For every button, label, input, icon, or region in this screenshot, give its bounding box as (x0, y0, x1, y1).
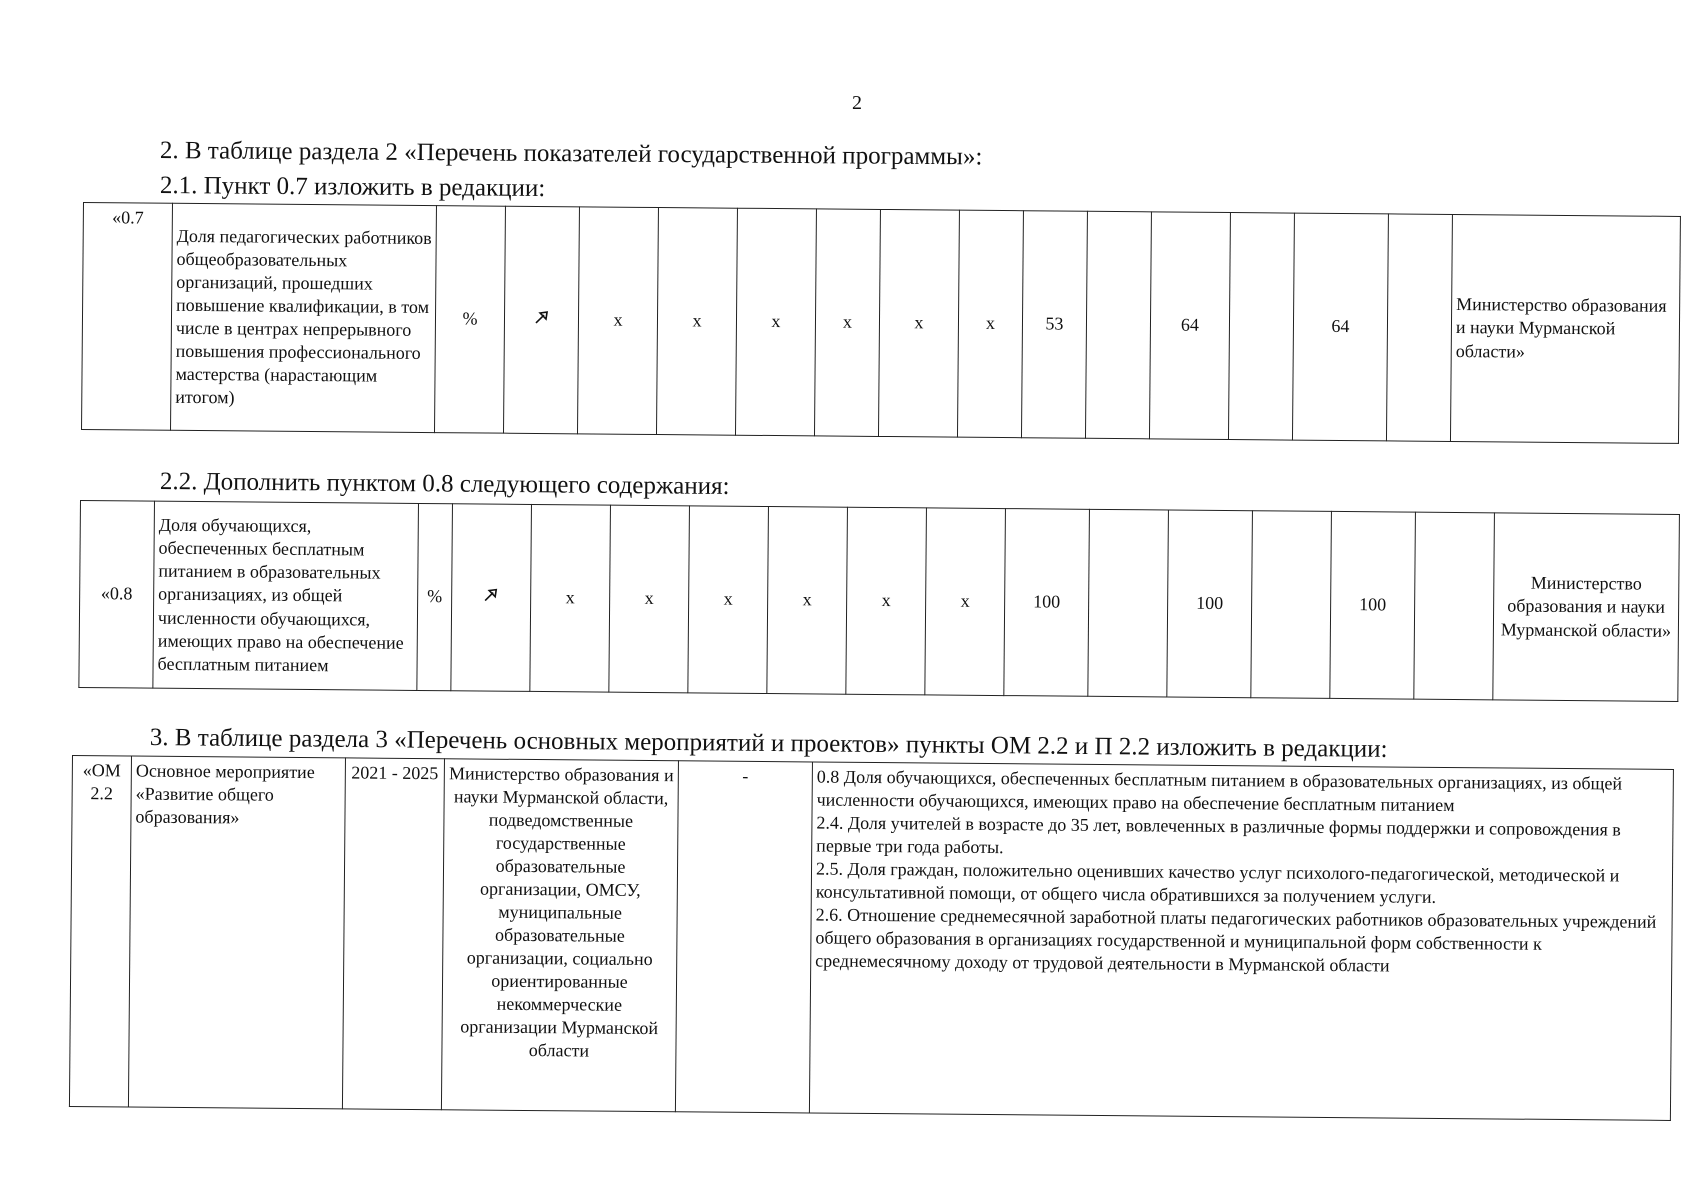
table-row (79, 501, 1680, 702)
value-cell (1088, 509, 1169, 697)
period-cell: 2021 - 2025 (342, 758, 444, 1110)
trend-cell (503, 206, 579, 434)
indicator-line: 2.5. Доля граждан, положительно оценивших качество услуг психолого-педагогической, методической и консультативной помощи, от общего числа обратившихся за получением услуги. (815, 858, 1620, 908)
value-cell: x (577, 207, 658, 435)
arrow-up-right-icon (481, 584, 501, 604)
value-cell: x (688, 506, 769, 694)
row-number: «ОМ 2.2 (69, 756, 131, 1108)
row-number: «0.7 (82, 203, 173, 431)
table-row (69, 756, 1673, 1121)
value-cell: 100 (1167, 510, 1253, 698)
row-number: «0.8 (79, 501, 155, 689)
value-cell (1085, 211, 1151, 439)
trend-cell (451, 504, 532, 692)
value-cell: x (878, 209, 959, 437)
value-cell: x (767, 507, 848, 695)
value-cell (1228, 213, 1294, 441)
indicator-line: 0.8 Доля обучающихся, обеспеченных бесплатным питанием в образовательных организациях, из общей численности обучающихся, имеющих право на обеспечение бесплатным питанием (816, 766, 1623, 816)
value-cell: x (530, 504, 611, 692)
value-cell: x (609, 505, 690, 693)
section-3-heading: 3. В таблице раздела 3 «Перечень основных мероприятий и проектов» пункты ОМ 2.2 и П 2.2 изложить в редакции: (149, 724, 1388, 763)
value-cell: x (656, 208, 737, 436)
value-cell: x (925, 508, 1006, 696)
indicator-0-8-table (78, 500, 1680, 702)
responsible-cell: Министерство образования и науки Мурманской области» (1450, 214, 1680, 443)
indicator-line: 2.4. Доля учителей в возрасте до 35 лет, вовлеченных в различные формы поддержки и сопровождения в первые три года работы. (816, 812, 1621, 858)
item-2-2-heading: 2.2. Дополнить пунктом 0.8 следующего содержания: (159, 468, 730, 500)
value-cell: 64 (1149, 212, 1230, 440)
indicator-0-7-table (81, 202, 1681, 444)
item-2-1-heading: 2.1. Пункт 0.7 изложить в редакции: (159, 172, 546, 203)
table-row (82, 203, 1681, 444)
unit-cell: % (417, 503, 453, 690)
indicator-line: 2.6. Отношение среднемесячной заработной платы педагогических работников образовательных учреждений общего образования в организациях государственной и муниципальной форм собственности к среднемесячному доходу от трудовой деятельности в Мурманской области (815, 904, 1657, 976)
value-cell: x (846, 507, 927, 695)
indicator-description: Доля педагогических работников общеобразовательных организаций, прошедших повышение квалификации, в том числе в центрах непрерывного повышения профессионального мастерства (нарастающим итогом) (171, 203, 437, 432)
value-cell (1251, 511, 1332, 699)
value-cell (1386, 214, 1452, 442)
value-cell: 100 (1004, 509, 1090, 697)
executors-cell: Министерство образования и науки Мурманской области, подведомственные государственные образовательные организации, ОМСУ, муниципальные образовательные организации, социально ориентированные некоммерческие организации Мурманской области (441, 759, 678, 1112)
responsible-cell: Министерство образования и науки Мурманской области» (1493, 513, 1680, 702)
value-cell: x (735, 208, 816, 436)
value-cell: 64 (1292, 213, 1388, 441)
value-cell: 100 (1330, 511, 1416, 699)
indicators-cell (809, 762, 1673, 1121)
indicator-description: Доля обучающихся, обеспеченных бесплатным питанием в образовательных организациях, из общей численности обучающихся, имеющих право на обеспечение бесплатным питанием (153, 501, 419, 690)
activity-name: Основное мероприятие «Развитие общего образования» (128, 756, 345, 1109)
value-cell: 53 (1021, 211, 1087, 439)
value-cell: x (814, 209, 880, 437)
value-cell: x (957, 210, 1023, 438)
page-number: 2 (852, 92, 862, 114)
unit-cell: % (435, 206, 506, 434)
section-2-heading: 2. В таблице раздела 2 «Перечень показателей государственной программы»: (159, 137, 983, 171)
activities-table (69, 755, 1674, 1121)
funding-cell: - (675, 761, 812, 1113)
arrow-up-right-icon (531, 307, 551, 327)
value-cell (1414, 512, 1495, 700)
